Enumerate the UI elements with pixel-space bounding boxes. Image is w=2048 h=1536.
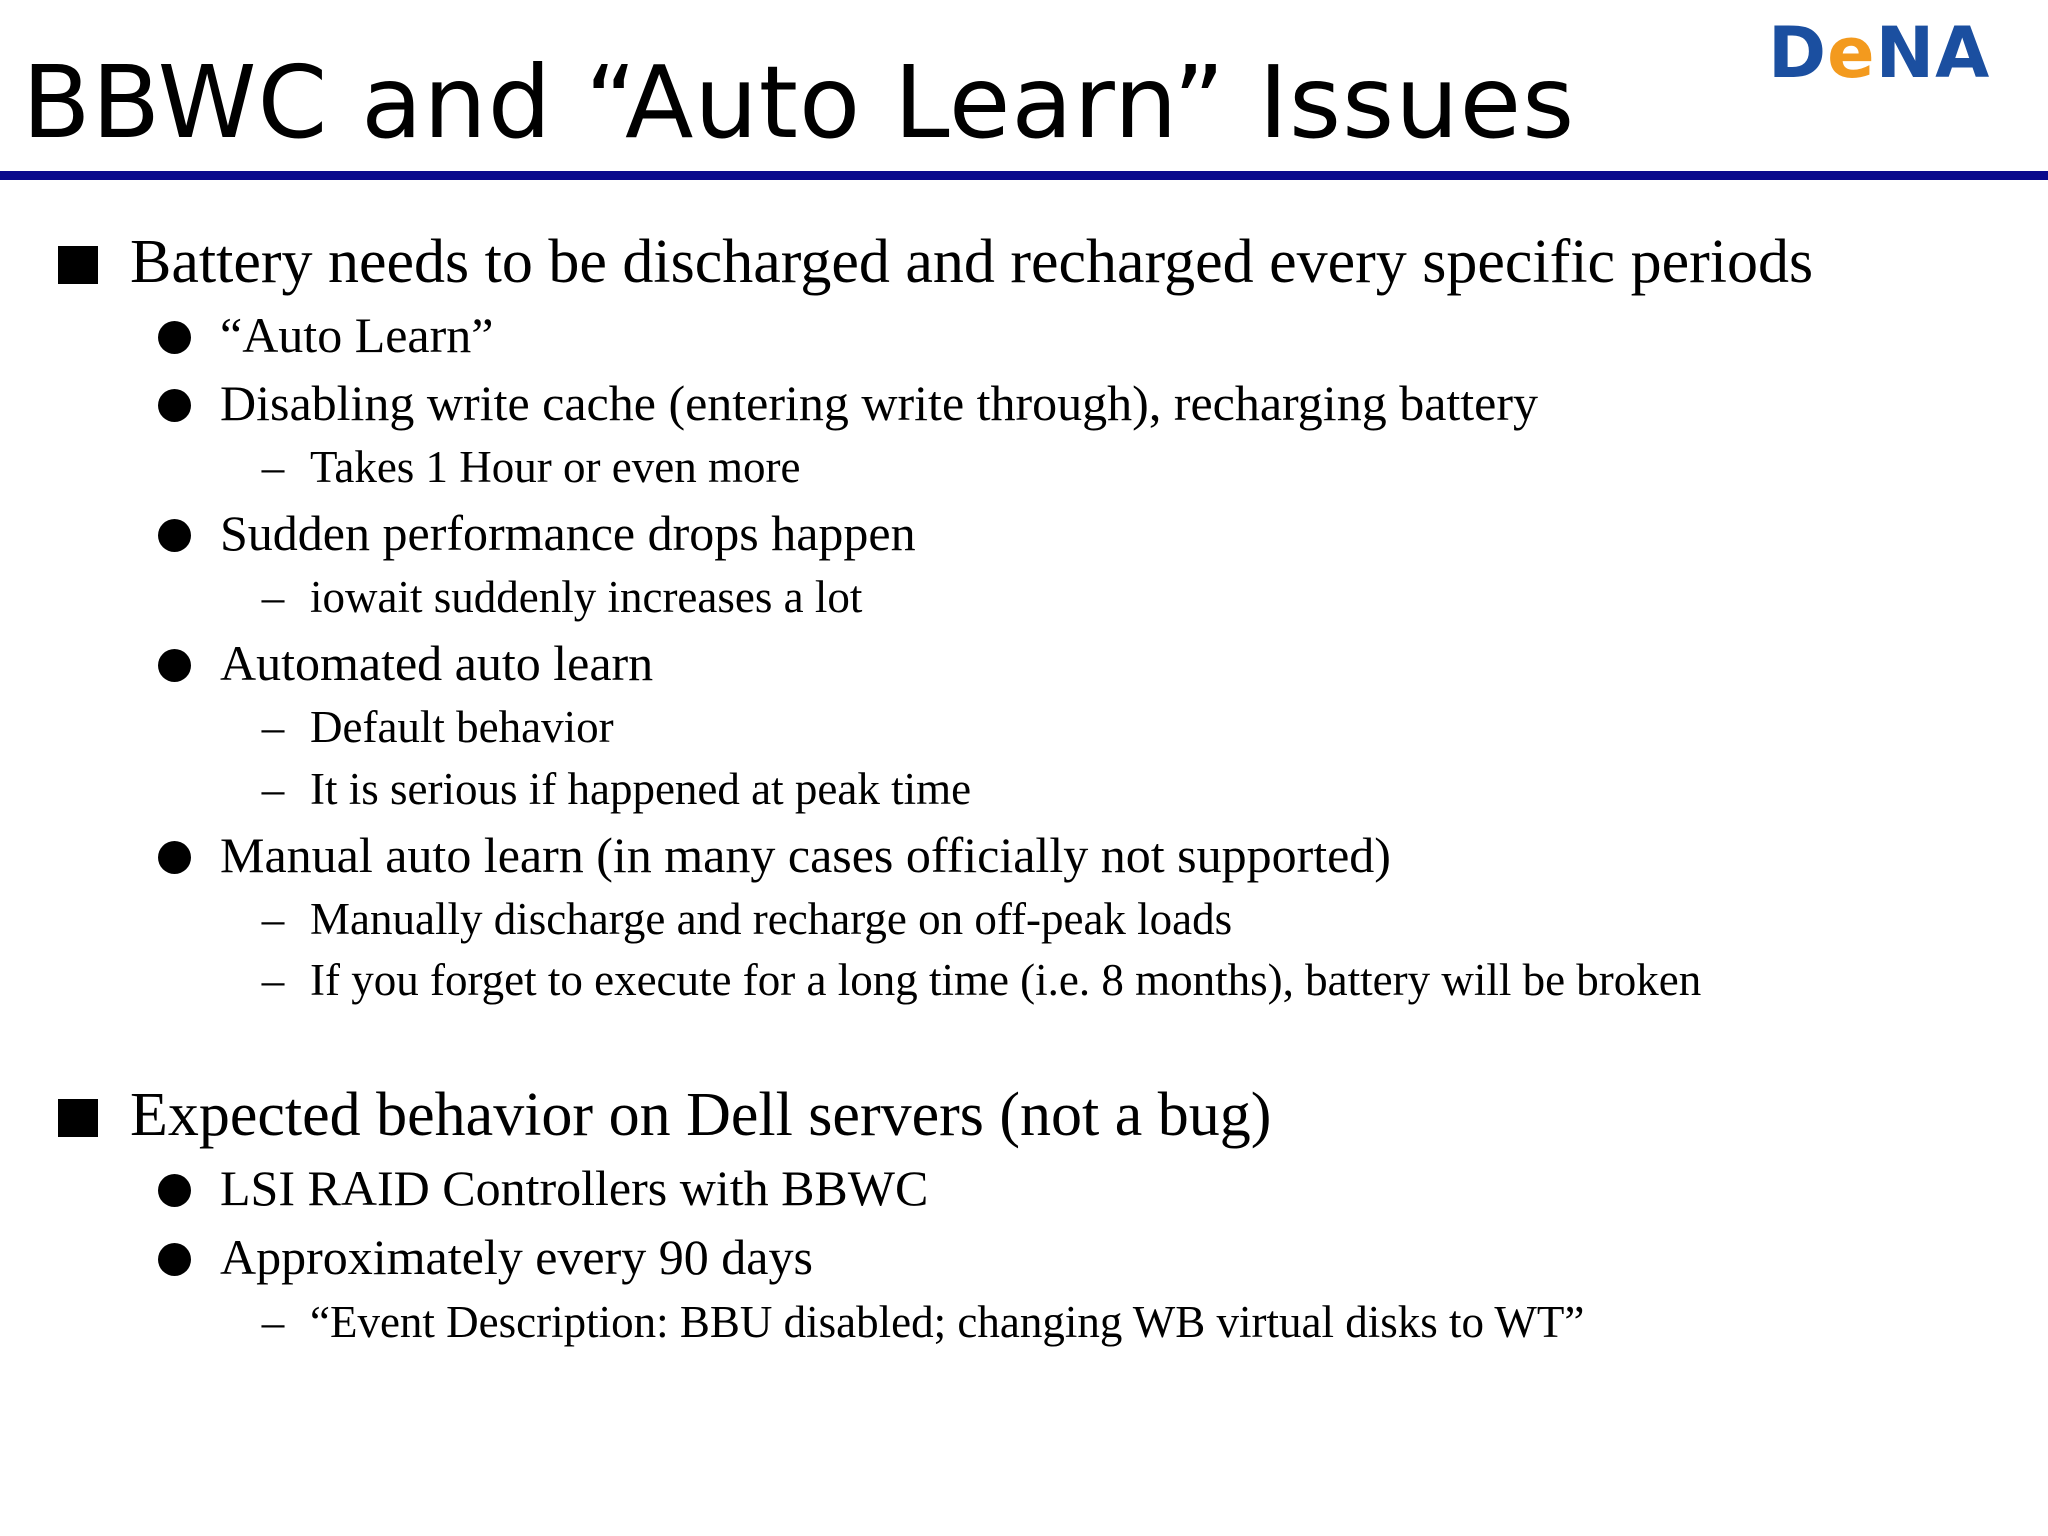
dash-bullet-icon: –: [261, 894, 285, 944]
bullet-text: Sudden performance drops happen: [220, 505, 916, 561]
bullet-text: Default behavior: [310, 702, 614, 752]
bullet-text: It is serious if happened at peak time: [310, 764, 972, 814]
bullet-text: Takes 1 Hour or even more: [310, 442, 801, 492]
bullet-text: Manually discharge and recharge on off-peak loads: [310, 894, 1233, 944]
title-divider: [0, 171, 2048, 180]
bullet-text: Disabling write cache (entering write through), recharging battery: [220, 375, 1539, 431]
bullet-text: Expected behavior on Dell servers (not a bug): [130, 1081, 1272, 1149]
round-bullet-icon: [158, 649, 191, 682]
bullet-text: Approximately every 90 days: [220, 1229, 813, 1285]
dash-bullet-icon: –: [261, 702, 285, 752]
dash-bullet-icon: –: [261, 572, 285, 622]
round-bullet-icon: [158, 1174, 191, 1207]
bullet-text: “Auto Learn”: [220, 307, 494, 363]
square-bullet-icon: [58, 1099, 98, 1137]
slide-title: BBWC and “Auto Learn” Issues: [22, 44, 1576, 161]
logo-letters-na: NA: [1875, 12, 1991, 94]
bullet-text: LSI RAID Controllers with BBWC: [220, 1160, 929, 1216]
dash-bullet-icon: –: [261, 955, 285, 1005]
dash-bullet-icon: –: [261, 1297, 285, 1347]
dash-bullet-icon: –: [261, 764, 285, 814]
bullet-text: Automated auto learn: [220, 635, 654, 691]
square-bullet-icon: [58, 246, 98, 284]
bullet-text: Battery needs to be discharged and recharged every specific periods: [130, 228, 1814, 296]
bullet-text: “Event Description: BBU disabled; changing WB virtual disks to WT”: [310, 1297, 1585, 1347]
round-bullet-icon: [158, 321, 191, 354]
dena-logo: [1768, 12, 2008, 98]
round-bullet-icon: [158, 1243, 191, 1276]
logo-letter-d: D: [1768, 12, 1828, 94]
logo-letter-e: e: [1827, 12, 1876, 94]
dash-bullet-icon: –: [261, 442, 285, 492]
round-bullet-icon: [158, 389, 191, 422]
bullet-text: If you forget to execute for a long time (i.e. 8 months), battery will be broken: [310, 955, 1702, 1005]
round-bullet-icon: [158, 841, 191, 874]
round-bullet-icon: [158, 519, 191, 552]
bullet-text: iowait suddenly increases a lot: [310, 572, 863, 622]
bullet-text: Manual auto learn (in many cases officially not supported): [220, 827, 1391, 883]
